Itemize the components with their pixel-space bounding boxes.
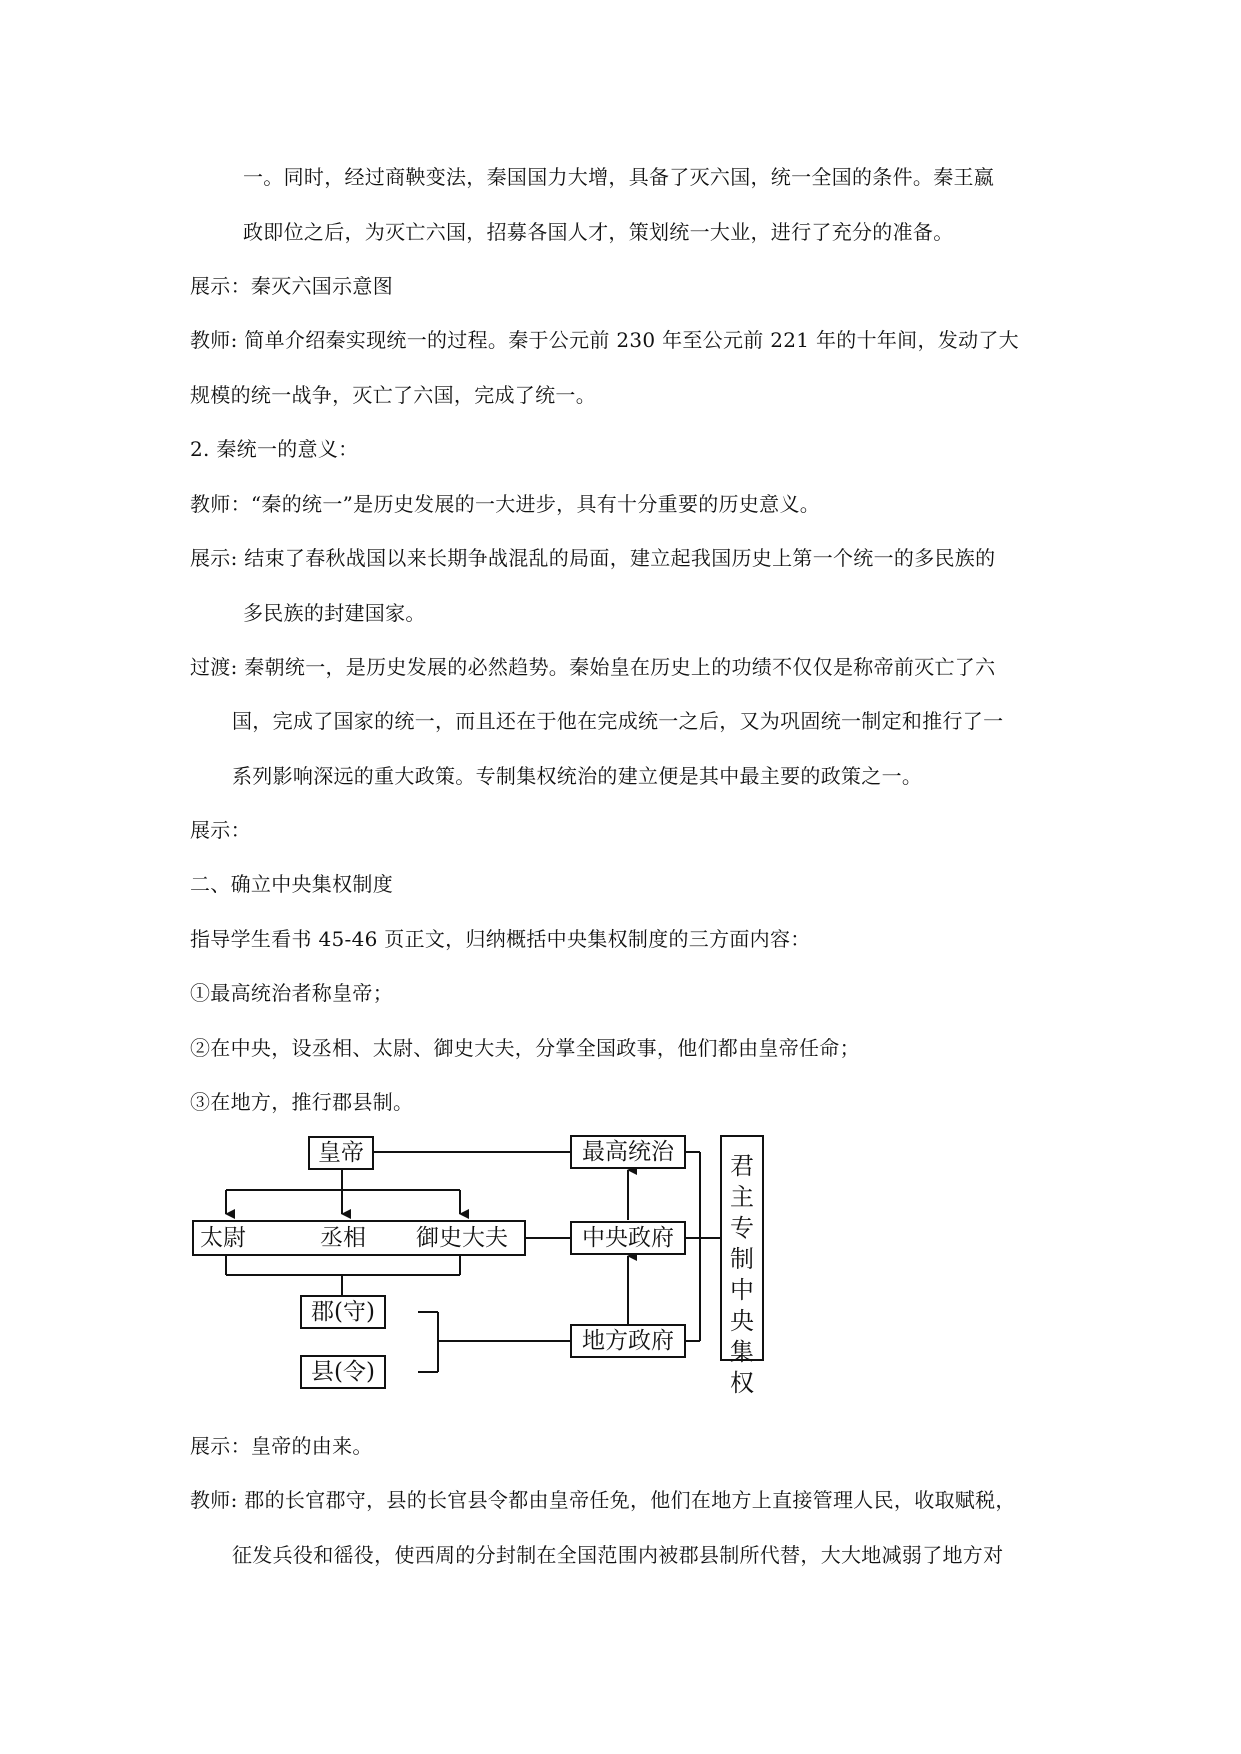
paragraph-line-3: 展示：秦灭六国示意图 <box>190 274 393 298</box>
list-item-1: ①最高统治者称皇帝； <box>190 981 393 1005</box>
paragraph-line-1: 一。同时，经过商鞅变法，秦国国力大增，具备了灭六国，统一全国的条件。秦王嬴 <box>243 165 995 189</box>
paragraph-line-7: 教师：“秦的统一”是历史发展的一大进步，具有十分重要的历史意义。 <box>190 492 821 516</box>
summary-char: 集 <box>730 1338 754 1366</box>
jun-box: 郡(守) <box>300 1295 386 1329</box>
summary-char: 君 <box>730 1152 754 1180</box>
paragraph-line-11: 国，完成了国家的统一，而且还在于他在完成统一之后，又为巩固统一制定和推行了一 <box>232 709 1004 733</box>
supreme-rule-box: 最高统治 <box>570 1135 686 1169</box>
paragraph-line-2: 政即位之后，为灭亡六国，招募各国人才，策划统一大业，进行了充分的准备。 <box>243 220 954 244</box>
paragraph-line-5: 规模的统一战争，灭亡了六国，完成了统一。 <box>190 383 596 407</box>
xian-box: 县(令) <box>300 1355 386 1389</box>
chengxiang-label: 丞相 <box>320 1225 366 1251</box>
autocracy-centralization-box <box>720 1135 764 1397</box>
list-item-2: ②在中央，设丞相、太尉、御史大夫，分掌全国政事，他们都由皇帝任命； <box>190 1036 860 1060</box>
central-government-box: 中央政府 <box>570 1221 686 1255</box>
paragraph-line-12: 系列影响深远的重大政策。专制集权统治的建立便是其中最主要的政策之一。 <box>232 764 923 788</box>
list-item-3: ③在地方，推行郡县制。 <box>190 1090 414 1114</box>
summary-char: 权 <box>730 1369 754 1397</box>
summary-char: 专 <box>730 1214 754 1242</box>
summary-char: 中 <box>730 1276 754 1304</box>
paragraph-line-20: 教师: 郡的长官郡守，县的长官县令都由皇帝任免，他们在地方上直接管理人民，收取赋税， <box>190 1488 1016 1512</box>
paragraph-line-6: 2. 秦统一的意义： <box>190 437 359 461</box>
paragraph-line-10: 过渡: 秦朝统一，是历史发展的必然趋势。秦始皇在历史上的功绩不仅仅是称帝前灭亡了六 <box>190 655 996 679</box>
summary-char: 主 <box>730 1183 754 1211</box>
paragraph-line-15: 指导学生看书 45-46 页正文，归纳概括中央集权制度的三方面内容： <box>190 927 811 951</box>
summary-char: 央 <box>730 1307 754 1335</box>
emperor-box: 皇帝 <box>308 1136 374 1170</box>
diagram-connectors <box>190 1128 790 1418</box>
paragraph-line-4: 教师: 简单介绍秦实现统一的过程。秦于公元前 230 年至公元前 221 年的十年间，发动了大 <box>190 328 1019 352</box>
paragraph-line-19: 展示：皇帝的由来。 <box>190 1434 373 1458</box>
paragraph-line-13: 展示： <box>190 818 251 842</box>
paragraph-line-8: 展示: 结束了春秋战国以来长期争战混乱的局面，建立起我国历史上第一个统一的多民族的 <box>190 546 996 570</box>
taiwei-label: 太尉 <box>200 1225 246 1251</box>
yushidafu-label: 御史大夫 <box>416 1225 508 1251</box>
summary-char: 制 <box>730 1245 754 1273</box>
local-government-box: 地方政府 <box>570 1324 686 1358</box>
paragraph-line-9: 多民族的封建国家。 <box>243 601 426 625</box>
centralization-diagram <box>190 1128 790 1418</box>
paragraph-line-21: 征发兵役和徭役，使西周的分封制在全国范围内被郡县制所代替，大大地减弱了地方对 <box>232 1543 1004 1567</box>
section-heading: 二、确立中央集权制度 <box>190 872 393 896</box>
